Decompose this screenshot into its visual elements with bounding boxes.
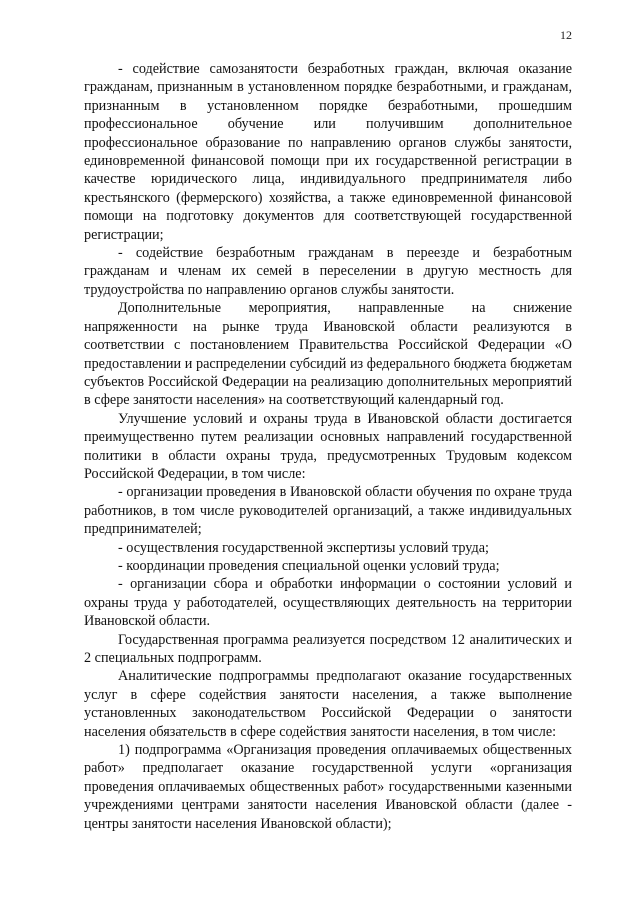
- page-number: 12: [560, 28, 572, 42]
- paragraph-information: - организации сбора и обработки информации о состоянии условий и охраны труда у работодателей, осуществляющих деятельность на территории Ивановской области.: [84, 576, 572, 630]
- paragraph-labor-safety: Улучшение условий и охраны труда в Ивановской области достигается преимущественно путем реализации основных направлений государственной политики в области охраны труда, предусмотренных Трудовым кодексом Российской Федерации, в том числе:: [84, 410, 572, 482]
- document-body: [84, 60, 572, 833]
- paragraph-subprogram-1: 1) подпрограмма «Организация проведения оплачиваемых общественных работ» предполагает оказание государственной услуги «организация проведения оплачиваемых общественных работ» государственными казенными учреждениями центрами занятости населения Ивановской области (далее - центры занятости населения Ивановской области);: [84, 742, 572, 832]
- paragraph-assessment: - координации проведения специальной оценки условий труда;: [118, 557, 500, 574]
- paragraph-program: Государственная программа реализуется посредством 12 аналитических и 2 специальных подпрограмм.: [84, 631, 572, 666]
- paragraph-training: - организации проведения в Ивановской области обучения по охране труда работников, в том числе руководителей организаций, а также индивидуальных предпринимателей;: [84, 484, 572, 538]
- paragraph-additional-measures: Дополнительные мероприятия, направленные на снижение напряженности на рынке труда Ивановской области реализуются в соответствии с постановлением Правительства Российской Федерации «О предоставлении и распределении субсидий из федерального бюджета бюджетам субъектов Российской Федерации на реализацию дополнительных мероприятий в сфере занятости населения» на соответствующий календарный год.: [84, 300, 572, 409]
- paragraph-expertise: - осуществления государственной экспертизы условий труда;: [118, 539, 489, 556]
- paragraph-analytical-subprograms: Аналитические подпрограммы предполагают оказание государственных услуг в сфере содействия занятости населения, а также выполнение установленных законодательством Российской Федерации о занятости населения обязательств в сфере содействия занятости населения, в том числе:: [84, 668, 572, 740]
- paragraph-relocation: - содействие безработным гражданам в переезде и безработным гражданам и членам их семей в переселении в другую местность для трудоустройства по направлению органов службы занятости.: [84, 245, 572, 298]
- paragraph-self-employment: - содействие самозанятости безработных граждан, включая оказание гражданам, признанным в установленном порядке безработными, и гражданам, признанным в установленном порядке безработными, прошедшим профессиональное обучение или получившим дополнительное профессиональное образование по направлению органов службы занятости, единовременной финансовой помощи при их государственной регистрации в качестве юридического лица, индивидуального предпринимателя либо крестьянского (фермерского) хозяйства, а также единовременной финансовой помощи на подготовку документов для соответствующей государственной регистрации;: [84, 61, 572, 243]
